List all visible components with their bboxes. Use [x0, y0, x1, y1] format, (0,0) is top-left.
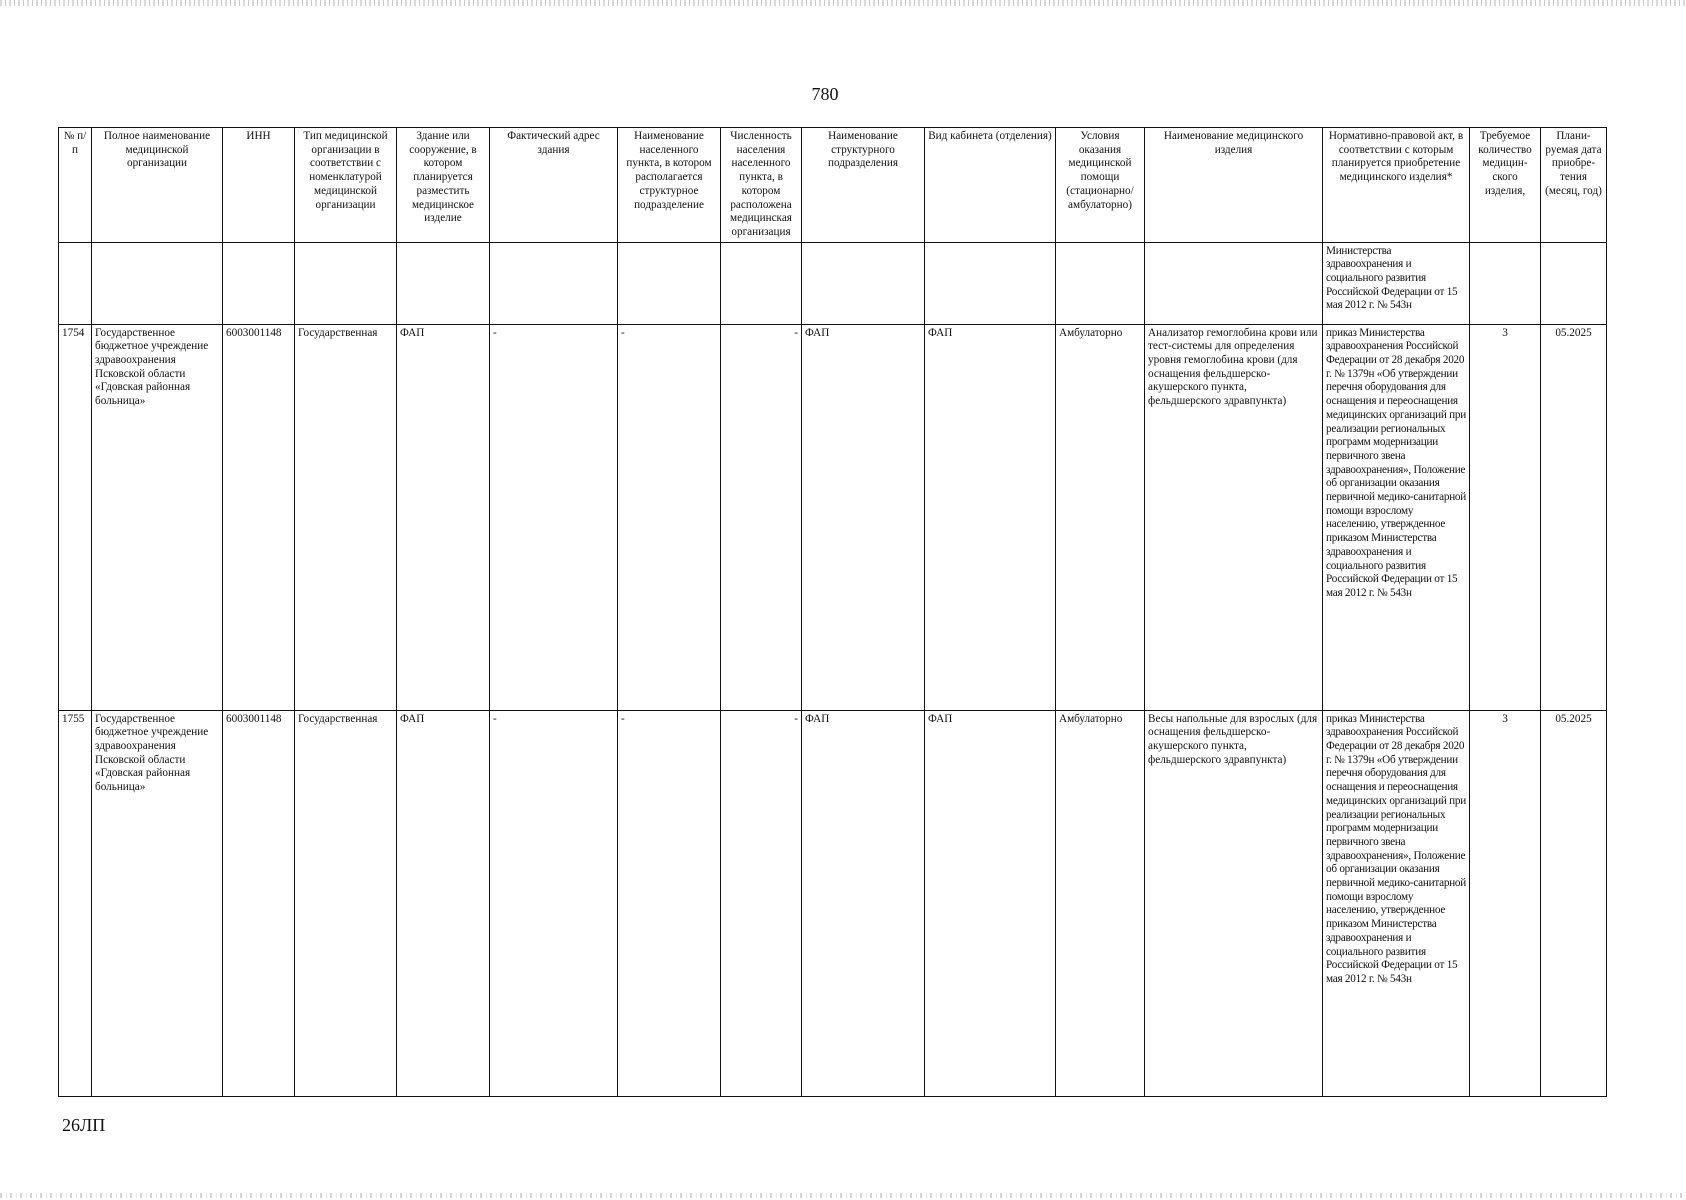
cell-locality: - [618, 710, 721, 1096]
header-device: Наименование медицинского изделия [1145, 128, 1323, 243]
header-address: Фактический адрес здания [490, 128, 618, 243]
header-legal-act: Нормативно-правовой акт, в соответствии с которым планируется приобретение медицинского изделия* [1323, 128, 1470, 243]
cell-conditions: Амбулаторно [1056, 324, 1145, 710]
cell-device: Анализатор гемоглобина крови или тест-системы для определения уровня гемоглобина крови (для оснащения фельдшерско-акушерского пункта, фельдшерского здравпункта) [1145, 324, 1323, 710]
cell-population: - [721, 710, 802, 1096]
header-population: Численность населения населенного пункта, в котором расположена медицинская организация [721, 128, 802, 243]
cell-cabinet: ФАП [925, 324, 1056, 710]
cell-quantity: 3 [1470, 710, 1541, 1096]
cell-org-type: Государственная [295, 324, 397, 710]
cell-org-name: Государственное бюджетное учреждение здравоохранения Псковской области «Гдовская районная больница» [92, 710, 223, 1096]
cell-address: - [490, 710, 618, 1096]
cell-population: - [721, 324, 802, 710]
cell-quantity: 3 [1470, 324, 1541, 710]
header-cabinet: Вид кабинета (отделения) [925, 128, 1056, 243]
cell-date: 05.2025 [1541, 710, 1607, 1096]
cell-date: 05.2025 [1541, 324, 1607, 710]
page-number: 780 [811, 84, 839, 104]
cell-device: Весы напольные для взрослых (для оснащения фельдшерско-акушерского пункта, фельдшерского здравпункта) [1145, 710, 1323, 1096]
cell-building: ФАП [397, 710, 490, 1096]
cell-number: 1755 [59, 710, 92, 1096]
cell-org-type: Государственная [295, 710, 397, 1096]
medical-device-table [58, 127, 1607, 1097]
cell-inn: 6003001148 [223, 324, 295, 710]
cell-conditions: Амбулаторно [1056, 710, 1145, 1096]
cell-building: ФАП [397, 324, 490, 710]
cell-inn: 6003001148 [223, 710, 295, 1096]
table-header-row [59, 128, 1607, 243]
header-subdivision: Наименование структурного подразделения [802, 128, 925, 243]
table-row [59, 324, 1607, 710]
cell-legal-act: приказ Министерства здравоохранения Российской Федерации от 28 декабря 2020 г. № 1379н «Об утверждении перечня оборудования для оснащения и переоснащения медицинских организаций при реализации региональных программ модернизации первичного звена здравоохранения», Положение об организации оказания первичной медико-санитарной помощи взрослому населению, утвержденное приказом Министерства здравоохранения и социального развития Российской Федерации от 15 мая 2012 г. № 543н [1323, 324, 1470, 710]
cell-number: 1754 [59, 324, 92, 710]
header-quantity: Требуемое количество медицин-ского изделия, [1470, 128, 1541, 243]
cell-cabinet: ФАП [925, 710, 1056, 1096]
table-row [59, 710, 1607, 1096]
cell-legal-act-continuation: Министерства здравоохранения и социального развития Российской Федерации от 15 мая 2012 г. № 543н [1323, 242, 1470, 324]
header-org-name: Полное наименование медицинской организации [92, 128, 223, 243]
cell-subdivision: ФАП [802, 710, 925, 1096]
header-locality: Наименование населенного пункта, в котором располагается структурное подразделение [618, 128, 721, 243]
header-number: № п/п [59, 128, 92, 243]
cell-locality: - [618, 324, 721, 710]
cell-legal-act: приказ Министерства здравоохранения Российской Федерации от 28 декабря 2020 г. № 1379н «Об утверждении перечня оборудования для оснащения и переоснащения медицинских организаций при реализации региональных программ модернизации первичного звена здравоохранения», Положение об организации оказания первичной медико-санитарной помощи взрослому населению, утвержденное приказом Министерства здравоохранения и социального развития Российской Федерации от 15 мая 2012 г. № 543н [1323, 710, 1470, 1096]
scan-edge-top [0, 0, 1686, 6]
scan-edge-bottom [0, 1193, 1686, 1198]
cell-org-name: Государственное бюджетное учреждение здравоохранения Псковской области «Гдовская районная больница» [92, 324, 223, 710]
cell-subdivision: ФАП [802, 324, 925, 710]
header-inn: ИНН [223, 128, 295, 243]
header-conditions: Условия оказания медицинской помощи (стационарно/ амбулаторно) [1056, 128, 1145, 243]
document-code: 26ЛП [62, 1115, 106, 1135]
header-building: Здание или сооружение, в котором планируется разместить медицинское изделие [397, 128, 490, 243]
header-org-type: Тип медицинской организации в соответствии с номенклатурой медицинской организации [295, 128, 397, 243]
cell-address: - [490, 324, 618, 710]
table-row-continuation [59, 242, 1607, 324]
header-date: Плани-руемая дата приобре-тения (месяц, год) [1541, 128, 1607, 243]
